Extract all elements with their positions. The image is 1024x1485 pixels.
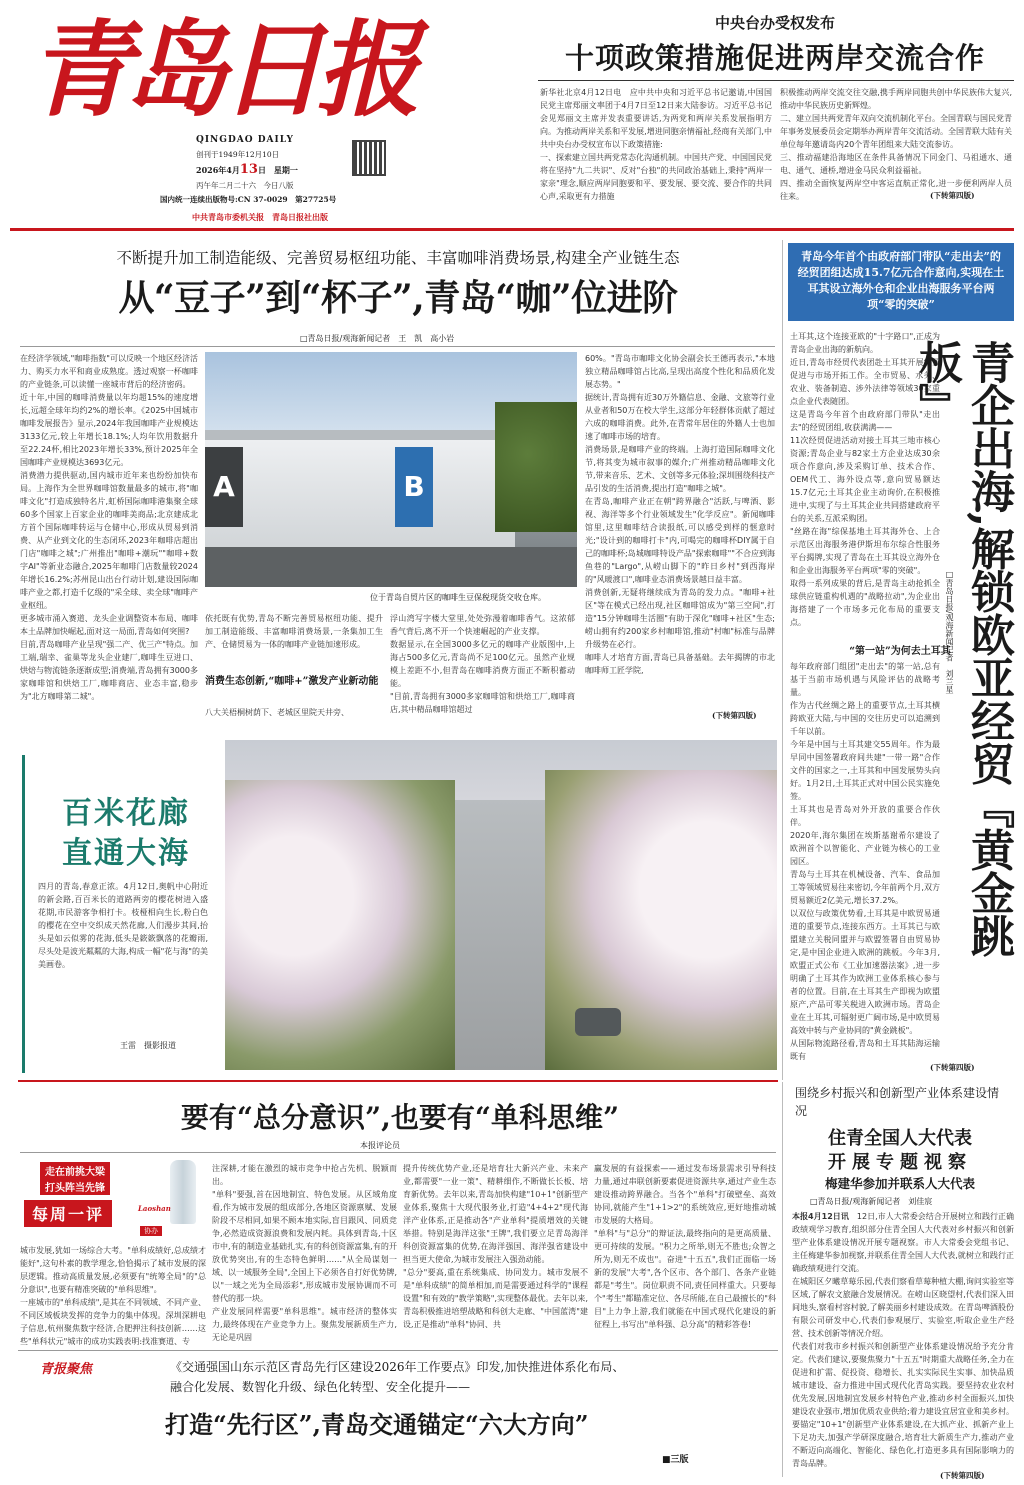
npc-headline-2: 开展专题视察 xyxy=(828,1152,972,1173)
column-tag: 协办 xyxy=(140,1226,162,1236)
bottom-story-label xyxy=(40,1358,92,1377)
right-jump: (下转第四版) xyxy=(930,1063,975,1072)
commentary-top-rule xyxy=(18,1080,778,1082)
warehouse-trees xyxy=(495,402,577,532)
commentary-rule xyxy=(20,1152,776,1153)
blossom-trees-left xyxy=(225,780,455,1070)
feature-headline-2: 直通大海 xyxy=(62,836,190,871)
masthead-founded: 创刊于1949年12月10日 xyxy=(196,150,280,159)
masthead-publisher: 中共青岛市委机关报 青岛日报社出版 xyxy=(192,212,328,222)
badge-line-2: 打头阵当先锋 xyxy=(40,1178,110,1195)
feature-credit: 王雷 摄影报道 xyxy=(120,1041,176,1050)
top-story-col2: 积极推动两岸交流交往交融,携手两岸同胞共创中华民族伟大复兴,推动中华民族历史新辉煌。 二、建立国共两党青年双向交流机制化平台。全国青联与国民党青年事务发展委员会定期举办两岸青年交流活动。全国青联大陆有关单位每年邀请岛内20个青年团组来大陆交流参访。 三、推动福建沿海地区在条件具备情况下同金门、马祖通水、通电、通气、通桥,增进金马民众利益福祉。 四、推动全面恢复两岸空中客运直航正常化,进一步便利两岸人员往来。 xyxy=(780,88,1012,201)
lead-col4: 60%。"青岛市咖啡文化协会副会长王德再表示,"本地独立精品咖啡馆占比高,呈现出高度个性化和品质化发展态势。" 据统计,青岛拥有近30万外籍信息、金融、文旅等行业从业者和50万在校大学生,这部分年轻群体贡献了超过六成的咖啡消费。此外,在青常年居住的外籍人士也加速了咖啡市场的培育。 消费场景,是咖啡产业的终端。上海打造国际咖啡文化节,将其变为城市叙事的媒介;广州推动精品咖啡文化节,带来音乐、艺术、文创等多元体验;深圳围绕科技产品引发的生活消费,提出打造"咖啡之城"。 在青岛,咖啡产业正在朝"跨界融合"活跃,与啤酒、影视、海洋等多个行业领域发生"化学反应"。新闻咖啡馆里,这里咖啡结合读报纸,可以感受到样的惬意时光;"设计到的咖啡打卡"内,可喝完的咖啡杯DIY属于自己的咖啡杯;岛城咖啡特设产品"探索咖啡""不合应到海鱼巷的"Largo",从崂山脚下的"昨日乡村"到西海岸的"风暖渡口",咖啡业态消费场景越日益丰富。 消费创新,无疑将继续成为青岛的发力点。"咖啡+社区"等在模式已经出现,社区咖啡馆成为"第三空间",打造"15分钟咖啡生活圈"有助于深化"咖啡+社区"生态;崂山拥有约200家乡村咖啡馆,推动"村咖"标准与品牌升级势在必行。 咖啡人才培育方面,青岛已具备基础。去年揭牌的市北咖啡师工匠学院, xyxy=(585,354,775,675)
commentary-col2: 注深耕,才能在激烈的城市竞争中抢占先机、脱颖而出。 "单科"要强,首在因地制宜、特色发展。从区域角度看,作为城市发展的组成部分,各地区资源禀赋、发展阶段不尽相同,如果不顾本地实际,盲目跟风、同质竞争,必然造成资源浪费和发展内耗。具体到青岛,十区市中,有的制造业基础扎实,有的科创资源富集,有的开放优势突出,有的生态特色鲜明……"从全局谋划一域、以一域服务全局",全国上下必须各自打好优势牌,以"一域之光为全局添彩",形成城市发展协调而不可替代的那一块。 产业发展同样需要"单科思维"。城市经济的整体实力,最终体现在产业竞争力上。聚焦发展新质生产力,无论是巩固 xyxy=(212,1164,397,1342)
lead-col3: 浮山湾写字楼大堂里,处处弥漫着咖啡香气。这浓郁香气背后,离不开一个快速崛起的产业支撑。 数据显示,在全国3000多亿元的咖啡产业版图中,上海占500多亿元,青岛尚不足100亿元。虽然产业规模上差距不小,但青岛在咖啡消费方面正不断积蓄动能。 "目前,青岛拥有3000多家咖啡馆和烘焙工厂,咖啡商店,其中精品咖啡馆超过 xyxy=(390,614,575,714)
bottom-subhead-1: 《交通强国山东示范区青岛先行区建设2026年工作要点》印发,加快推进体系化布局、 xyxy=(170,1360,625,1374)
npc-text xyxy=(792,1210,1014,1466)
column-name: 每周一评 xyxy=(24,1200,112,1227)
masthead-date-day: 13 xyxy=(239,162,258,177)
warehouse-caption: 位于青岛自贸片区的咖啡生豆保税现货交收仓库。 xyxy=(370,593,546,602)
cherry-blossom-photo xyxy=(225,740,777,1070)
lead-headline: 从“豆子”到“杯子”,青岛“咖”位进阶 xyxy=(118,277,678,319)
bottom-story-rule xyxy=(18,1350,778,1351)
sponsor-logo: Laoshan xyxy=(138,1204,171,1213)
right-byline: □青岛日报/观海新闻记者 刘兰星 xyxy=(945,570,954,694)
warehouse-roof xyxy=(205,430,515,440)
masthead-date-suffix: 日 星期一 xyxy=(257,165,298,175)
warehouse-door-a: A xyxy=(205,447,243,527)
bottom-subhead-2: 融合化发展、数智化升级、绿色化转型、安全化提升—— xyxy=(170,1380,471,1394)
blue-summary-box xyxy=(788,243,1014,321)
commentary-byline: 本报评论员 xyxy=(360,1141,400,1150)
warehouse-photo xyxy=(205,352,577,587)
top-story-headline: 十项政策措施促进两岸交流合作 xyxy=(564,41,985,75)
npc-jump: (下转第四版) xyxy=(940,1471,985,1480)
right-col-a: 土耳其,这个连接亚欧的"十字路口",正成为青岛企业出海的新航向。 近日,青岛市经贸代表团赴土耳其开展经贸促进与市场开拓工作。全市贸易、水务、农业、装备制造、涉外法律等领域30家重点企业代表随团。 这是青岛今年首个由政府部门带队"走出去"的经贸团组,收获满满—— 11次经贸促进活动对接土耳其三地市核心资源;青岛企业与82家土方企业达成30余项合作意向,涉及采购订单、技术合作、OEM代工、海外设点等,意向贸易额达15.7亿元;土耳其企业主动询价,在积极推进中,实现了与土耳其企业共同搭建政府平台的关系,互派采购团。 "丝路在海"综保基地土耳其海外仓、上合示范区出海服务港伊斯坦布尔综合性服务平台揭牌,实现了青岛在土耳其设立海外仓和企业出海服务平台两项"零的突破"。 取得一系列成果的背后,是青岛主动抢抓全球供应链重构机遇的"战略拉动",为企业出海搭建了一个市场多元化布局的重要支点。 xyxy=(790,332,940,627)
npc-headline-1: 住青全国人大代表 xyxy=(828,1128,972,1149)
warehouse-road xyxy=(205,547,577,587)
lead-rule xyxy=(20,346,775,347)
right-divider xyxy=(782,240,783,1080)
commentary-col1: 城市发展,犹如一场综合大考。"单科成绩好,总成绩才能好",这句朴素的教学理念,恰恰揭示了城市发展的深层逻辑。推动高质量发展,必须要有"统筹全局"的"总分意识",也要有精准突破的"单科思维"。 一座城市的"单科成绩",是其在不同领域、不同产业、不同区域板块发挥的竞争力的集中体现。深圳深耕电子信息,杭州聚焦数字经济,合肥押注科技创新……这些"单科状元"城市的成功实践表明:找准赛道、专 xyxy=(20,1246,206,1346)
masthead-date-prefix: 2026年4月 xyxy=(196,165,240,175)
commentary-headline: 要有“总分意识”,也要有“单科思维” xyxy=(180,1101,620,1134)
lead-col1: 在经济学领域,"咖啡指数"可以反映一个地区经济活力、购买力水平和商业成熟度。透过观察一杯咖啡的产业链条,可以读懂一座城市背后的经济密码。 近十年,中国的咖啡消费量以年均超15%的速度增长,远超全球年均约2%的增长率。《2025中国城市咖啡发展报告》显示,2024年我国咖啡产业规模达3133亿元,较上年增长18.1%;人均年饮用数据升至22.24杯,相比2023年增长33%,预计2025年全国咖啡产业规模达3693亿元。 消费潜力提供驱动,国内城市近年来也纷纷加快布局。上海作为全世界咖啡馆数量最多的城市,将"咖啡文化"打造成独特名片,虹桥国际咖啡港集聚全球60多个国家上百家企业的咖啡美商品;北京建成北方首个国际咖啡转运与仓储中心,形成从贸易到消费、从产业到文化的生态闭环,2023年咖啡店超出门店"咖啡之城";广州推出"咖啡+潮玩""咖啡+数字AI"等新业态融合,2025年咖啡门店数量较2024年增长16.2%;苏州昆山出台行动计划,建设国际咖啡产业之都,打造千亿级的"采全球、卖全球"咖啡产业枢纽。 更多城市涌入赛道、龙头企业调整资本布局、咖啡本土品牌加快崛起,面对这一局面,青岛如何突围? 目前,青岛咖啡产业呈现"强二产、优三产"特点。加工端,瑞幸、雀巢等龙头企业建厂,咖啡生豆进口、烘焙与物流链条逐渐成型;消费端,青岛拥有3000多家咖啡馆和烘焙工厂,咖啡商店、业态丰富,稳步为"北方咖啡第二城"。 xyxy=(20,354,198,701)
commentary-col3: 提升传统优势产业,还是培育壮大新兴产业、未来产业,都需要"一业一策"、精耕细作,不断做长长板、培育新优势。去年以来,青岛加快构建"10+1"创新型产业体系,聚焦十大现代服务业,打造"4+4+2"现代海洋产业体系,正是推动各"产业单科"提质增效的关键举措。特别是海洋这张"王牌",我们要立足青岛海洋科创资源富集的优势,在海洋强国、海洋强省建设中担当更大使命,为城市发展注入强劲动能。 "总分"要高,重在系统集成、协同发力。城市发展不是"单科成绩"的简单相加,而是需要通过科学的"课程设置"和有效的"教学策略",实现整体最优。去年以来,青岛积极推进培塑战略和科创大走廊、"中国蓝湾"建设,正是推动"单科"协同、共 xyxy=(403,1164,588,1329)
right-col-b: 每年政府部门组团"走出去"的第一站,总有基于当前市场机遇与风险评估的战略考量。 作为古代丝绸之路上的重要节点,土耳其横跨欧亚大陆,与中国的交往历史可以追溯到千年以前。 今年是中国与土耳其建交55周年。作为最早同中国签署政府间共建"一带一路"合作文件的国家之一,土耳其和中国发展势头向好。1月2日,土耳其正式对中国公民实施免签。 土耳其也是青岛对外开放的重要合作伙伴。 2020年,海尔集团在埃斯基谢希尔建设了欧洲首个以智能化、产业链为核心的工业园区。 青岛与土耳其在机械设备、汽车、食品加工等领域贸易往来密切,今年前两个月,双方贸易额近2亿美元,增长37.2%。 以双位与政策优势看,土耳其是中欧贸易通道的重要节点,连接东西方。土耳其已与欧盟建立关税同盟并与欧盟签署自由贸易协定,是中国企业进入欧洲的跳板。今年3月,欧盟正式公布《工业加速器法案》,进一步明确了土耳其作为欧洲工业体系核心参与者的位置。目前,在土耳其生产即视为欧盟原产,产品可零关税进入欧洲市场。青岛企业在土耳其,可辐射更广阔市场,是中欧贸易高效中转与产业协同的"黄金跳板"。 从国际物流路径看,青岛和土耳其陆海运输既有 xyxy=(790,662,940,1061)
top-story-col1: 新华社北京4月12日电 应中共中央和习近平总书记邀请,中国国民党主席郑丽文率团于4月7日至12日来大陆参访。习近平总书记会见郑丽文主席并发表重要讲话,为两党和两岸关系发展指明方向。为推动两岸关系和平发展,增进同胞亲情福祉,经商有关部门,中共中央台办受权宣布以下政策措施: 一、探索建立国共两党常态化沟通机制。中国共产党、中国国民党将在坚持"九二共识"、反对"台独"的共同政治基础上,秉持"两岸一家亲"理念,顺应两岸同胞要和平、要发展、要交流、要合作的共同心声,采取更有力措施 xyxy=(540,88,772,201)
masthead-title: 青岛日报 xyxy=(28,8,413,131)
masthead-lunar: 丙午年二月二十六 今日八版 xyxy=(196,181,294,190)
feature-headline-1: 百米花廊 xyxy=(62,796,190,831)
commentary-col4: 赢发展的有益探索——通过发布场景需求引导科技力量,通过串联创新要素促进资源共享,通过产业生态建设推动跨界融合。当各个"单科"打破壁垒、高效协同,就能产生"1+1>2"的系统效应,更好地推动城市发展的大格局。 "单科"与"总分"的辩证法,最终指向的是更高质量、更可持续的发展。"积力之所举,则无不胜也;众智之所为,则无不成也"。奋进"十五五",我们正面临一场新的发展"大考",各个区市、各个部门、各条产业链都是"考生"。岗位职责不同,责任同样重大。只要每个"考生"都瞄准定位、各尽所能,在自己最擅长的"科目"上力争上游,我们就能在中国式现代化建设的新征程上,书写出"单科强、总分高"的精彩答卷! xyxy=(594,1164,776,1329)
lead-jump: (下转第四版) xyxy=(712,711,757,720)
bottom-story-label-text: 青报聚焦 xyxy=(40,1362,93,1377)
avenue-road xyxy=(455,800,545,1070)
avenue-car xyxy=(575,1008,621,1036)
badge-line-1: 走在前挑大梁 xyxy=(40,1162,110,1179)
masthead-cn-number: 国内统一连续出版物号:CN 37-0029 第27725号 xyxy=(160,195,337,204)
qr-code xyxy=(352,140,386,176)
npc-kicker: 围绕乡村振兴和创新型产业体系建设情况 xyxy=(795,1086,1000,1118)
sponsor-bottle xyxy=(170,1160,196,1224)
lead-byline: □青岛日报/观海新闻记者 王 凯 高小岩 xyxy=(300,334,455,343)
top-story-kicker: 中央台办受权发布 xyxy=(714,14,835,32)
lead-col2-subhead: 消费生态创新,“咖啡+”激发产业新动能 xyxy=(205,676,379,687)
right-headline: 青企出海,解锁欧亚经贸『黄金跳板』 xyxy=(911,340,1014,957)
bottom-page-ref: ■三版 xyxy=(662,1455,689,1465)
npc-text-lead: 本报4月12日讯 xyxy=(792,1212,849,1221)
npc-divider xyxy=(782,1082,783,1477)
warehouse-building xyxy=(205,437,515,557)
column-badge xyxy=(20,1160,210,1240)
npc-byline: □青岛日报/观海新闻记者 刘佳宸 xyxy=(810,1197,933,1206)
masthead-english: QINGDAO DAILY xyxy=(196,135,294,145)
masthead-bottom-rule xyxy=(10,228,1014,231)
feature-text: 四月的青岛,春意正浓。4月12日,奥帆中心附近的新会路,百百米长的道路两旁的樱花树进入盛花期,市民游客争相打卡。枝桠相向生长,粉白色的樱花在空中交织成天然花廊,人们漫步其间,抬头是如云似雾的花海,低头是簌簌飘落的花瓣雨,尽头处是波光粼粼的大海,构成一幅"花与海"的美美画卷。 xyxy=(38,882,208,969)
lead-col2b: 八大关梧桐树荫下、老城区里院天井旁、 xyxy=(205,708,349,717)
lead-col2: 依托既有优势,青岛不断完善贸易枢纽功能、提升加工制造能级、丰富咖啡消费场景,一条集加工生产、仓储贸易为一体的咖啡产业链加速形成。 xyxy=(205,614,383,649)
top-story-rule xyxy=(538,80,1014,81)
right-subhead: “第一站”为何去土耳其 xyxy=(849,646,951,657)
npc-subhead: 梅建华参加并联系人大代表 xyxy=(824,1176,975,1191)
top-story-jump: (下转第四版) xyxy=(930,191,975,200)
lead-subhead: 不断提升加工制造能级、完善贸易枢纽功能、丰富咖啡消费场景,构建全产业链生态 xyxy=(116,249,680,267)
npc-text-body: 12日,市人大常委会结合开展树立和践行正确政绩观学习教育,组织部分住青全国人大代表对乡村振兴和创新型产业体系建设情况开展专题视察。市人大常委会党组书记、主任梅建华参加视察,并联系住青全国人大代表,就树立和践行正确政绩观进行交流。 在城阳区夕曦草莓乐园,代表们察看草莓种植大棚,询问实验室等区域,了解农文旅融合发展情况。在崂山区晓望村,代表们深入田间地头,察看村容村貌,了解美丽乡村建设成效。在青岛啤酒股份有限公司研发中心,代表们参观展厅、实验室,听取企业生产经营、技术创新等情况介绍。 代表们对我市乡村振兴和创新型产业体系建设情况给予充分肯定。代表们建议,要聚焦聚力"十五五"时期重大战略任务,全力在促进和扩需、促投资、稳增长、扎实实际民生实事、加快品质城市建设、奋力推进中国式现代化青岛实践。要坚持农业农村优先发展,因地制宜发展乡村特色产业,推动乡村全面振兴,加快建设农业强市,增加优质农业供给;着力建设宜居宜业和美乡村。要锚定"10+1"创新型产业体系建设,在大抓产业、抓新产业上下足功夫,加强产学研深度融合,培育壮大新质生产力,推动产业不断迈向高端化、智能化、绿色化,打造更多具有国际影响力的青岛品牌。 xyxy=(792,1212,1015,1468)
warehouse-door-b: B xyxy=(395,447,433,527)
blue-summary-text: 青岛今年首个由政府部门带队“走出去”的经贸团组达成15.7亿元合作意向,实现在土耳其设立海外仓和企业出海服务平台两项“零的突破” xyxy=(797,250,1005,311)
bottom-headline: 打造“先行区”,青岛交通锚定“六大方向” xyxy=(165,1410,589,1439)
masthead-date xyxy=(196,162,298,177)
